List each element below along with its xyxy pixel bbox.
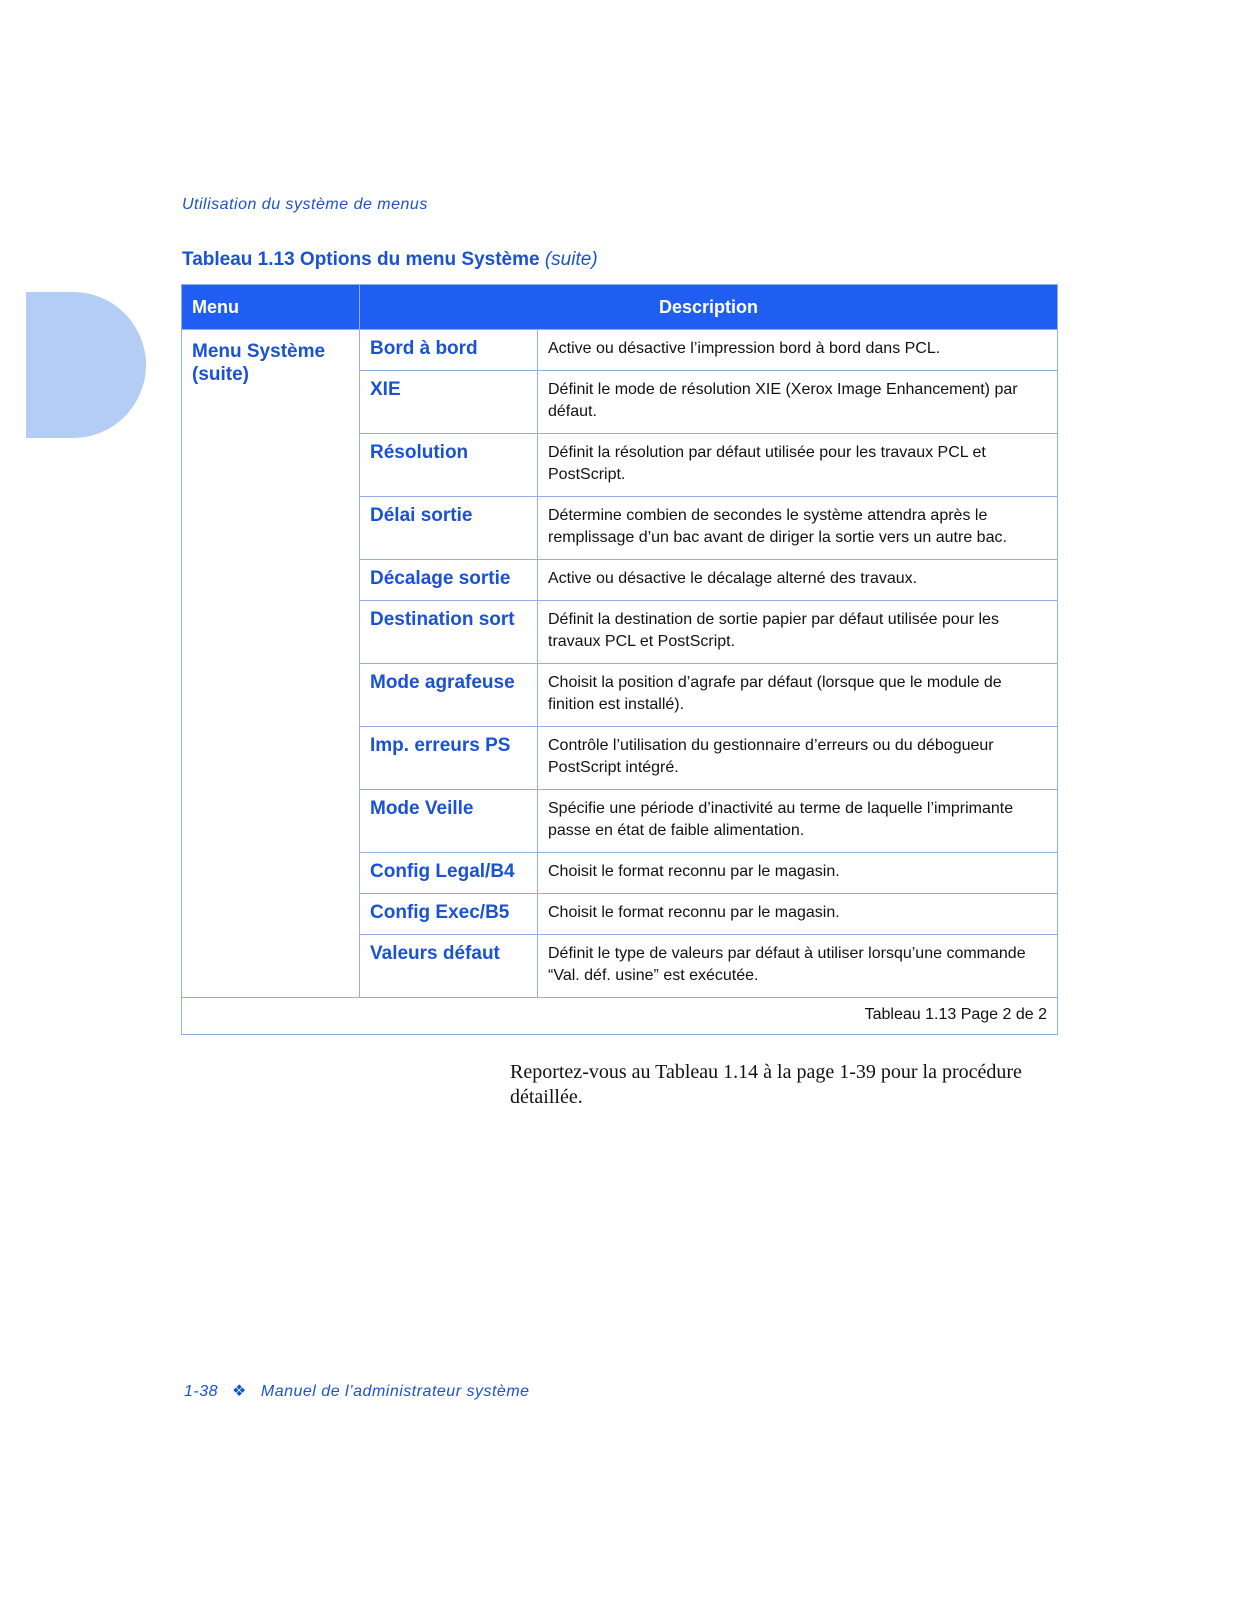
option-name: Config Exec/B5	[360, 894, 538, 935]
option-description: Choisit le format reconnu par le magasin.	[538, 894, 1058, 935]
table-body	[182, 330, 1058, 998]
page-footer	[184, 1381, 530, 1401]
option-description: Définit le mode de résolution XIE (Xerox Image Enhancement) par défaut.	[538, 371, 1058, 434]
table-title-suffix: (suite)	[544, 249, 598, 270]
table-page-indicator: Tableau 1.13 Page 2 de 2	[182, 998, 1058, 1035]
option-name: XIE	[360, 371, 538, 434]
menu-name-cell	[182, 330, 360, 998]
column-header-menu: Menu	[182, 285, 360, 330]
option-name: Décalage sortie	[360, 560, 538, 601]
table-title-text: Tableau 1.13 Options du menu Système	[182, 249, 540, 270]
page-number: 1-38	[184, 1383, 219, 1400]
option-description: Active ou désactive le décalage alterné des travaux.	[538, 560, 1058, 601]
option-description: Active ou désactive l’impression bord à bord dans PCL.	[538, 330, 1058, 371]
option-name: Délai sortie	[360, 497, 538, 560]
option-description: Détermine combien de secondes le système attendra après le remplissage d’un bac avant de diriger la sortie vers un autre bac.	[538, 497, 1058, 560]
column-header-description: Description	[360, 285, 1058, 330]
option-name: Destination sort	[360, 601, 538, 664]
manual-title: Manuel de l’administrateur système	[260, 1383, 530, 1400]
table-title	[182, 249, 598, 271]
menu-name-suffix: (suite)	[192, 364, 249, 385]
option-description: Choisit la position d’agrafe par défaut (lorsque que le module de finition est installé).	[538, 664, 1058, 727]
running-header: Utilisation du système de menus	[182, 196, 428, 213]
table-row	[182, 330, 1058, 371]
option-name: Config Legal/B4	[360, 853, 538, 894]
diamond-separator-icon: ❖	[232, 1383, 247, 1400]
option-description: Définit la destination de sortie papier par défaut utilisée pour les travaux PCL et PostScript.	[538, 601, 1058, 664]
option-name: Résolution	[360, 434, 538, 497]
option-name: Mode agrafeuse	[360, 664, 538, 727]
option-description: Définit le type de valeurs par défaut à utiliser lorsqu’une commande “Val. déf. usine” est exécutée.	[538, 935, 1058, 998]
option-name: Imp. erreurs PS	[360, 727, 538, 790]
option-description: Contrôle l’utilisation du gestionnaire d’erreurs ou du débogueur PostScript intégré.	[538, 727, 1058, 790]
option-description: Spécifie une période d’inactivité au terme de laquelle l’imprimante passe en état de faible alimentation.	[538, 790, 1058, 853]
option-description: Choisit le format reconnu par le magasin.	[538, 853, 1058, 894]
option-name: Bord à bord	[360, 330, 538, 371]
body-paragraph: Reportez-vous au Tableau 1.14 à la page 1-39 pour la procédure détaillée.	[510, 1061, 1022, 1108]
option-name: Mode Veille	[360, 790, 538, 853]
option-description: Définit la résolution par défaut utilisée pour les travaux PCL et PostScript.	[538, 434, 1058, 497]
table-footer-row	[182, 998, 1058, 1035]
chapter-tab-marker	[26, 292, 146, 438]
system-menu-options-table	[181, 284, 1058, 1035]
menu-name: Menu Système	[192, 341, 326, 362]
table-header-row	[182, 285, 1058, 330]
option-name: Valeurs défaut	[360, 935, 538, 998]
